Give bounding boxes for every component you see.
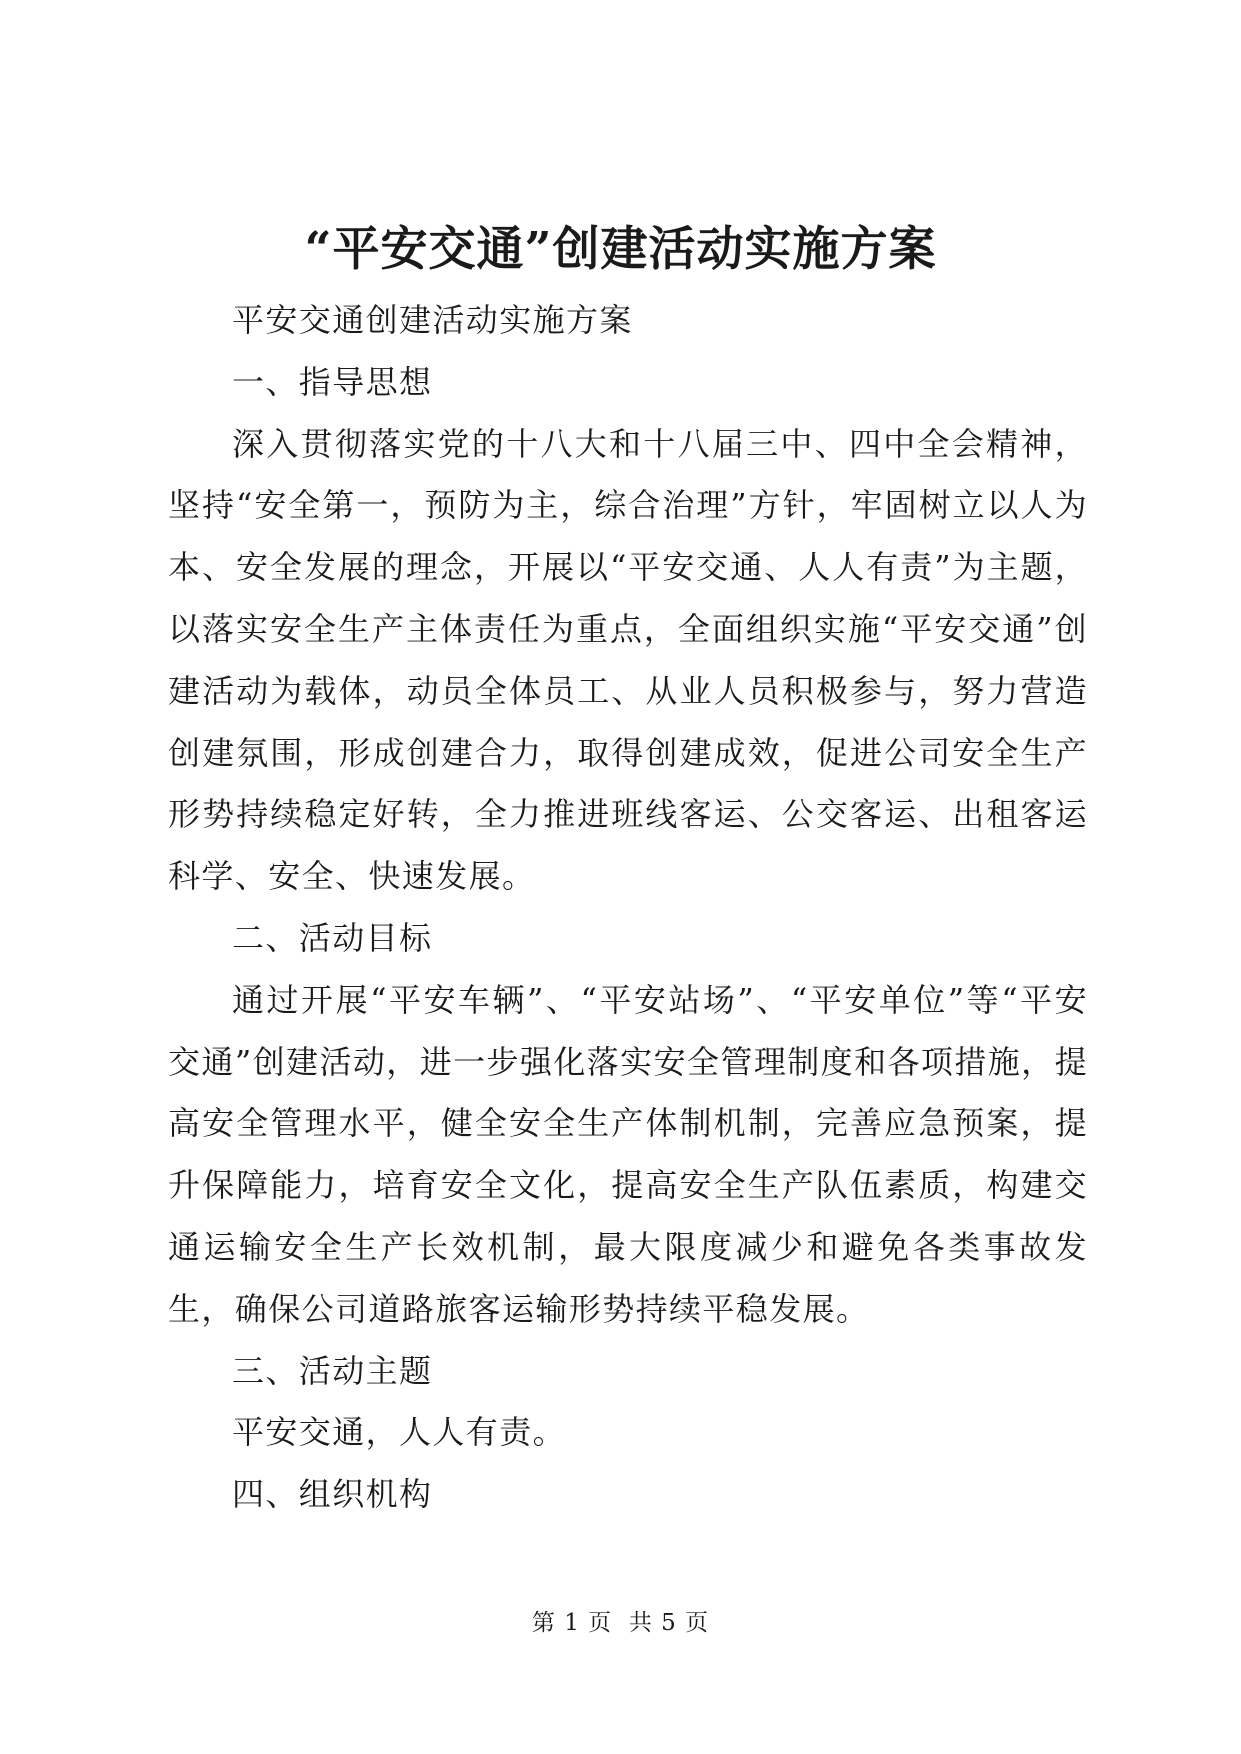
document-title: “平安交通”创建活动实施方案 <box>304 222 937 277</box>
body-paragraph: 通过开展“平安车辆”、“平安站场”、“平安单位”等“平安交通”创建活动，进一步强化落实安全管理制度和各项措施，提高安全管理水平，健全安全生产体制机制，完善应急预案，提升保障能力，培育安全文化，提高安全生产队伍素质，构建交通运输安全生产长效机制，最大限度减少和避免各类事故发生，确保公司道路旅客运输形势持续平稳发展。 <box>168 980 1088 1328</box>
section-heading-organization: 四、组织机构 <box>232 1475 433 1514</box>
body-paragraph: 深入贯彻落实党的十八大和十八届三中、四中全会精神，坚持“安全第一，预防为主，综合治理”方针，牢固树立以人为本、安全发展的理念，开展以“平安交通、人人有责”为主题，以落实安全生产主体责任为重点，全面组织实施“平安交通”创建活动为载体，动员全体员工、从业人员积极参与，努力营造创建氛围，形成创建合力，取得创建成效，促进公司安全生产形势持续稳定好转，全力推进班线客运、公交客运、出租客运科学、安全、快速发展。 <box>168 424 1088 896</box>
section-heading-activity-goals: 二、活动目标 <box>232 918 433 957</box>
page-footer <box>0 1608 1241 1638</box>
page-total: 共 5 页 <box>628 1610 710 1636</box>
subtitle-paragraph: 平安交通创建活动实施方案 <box>232 301 633 339</box>
section-heading-guiding-ideology: 一、指导思想 <box>232 362 433 401</box>
section-heading-activity-theme: 三、活动主题 <box>232 1351 433 1390</box>
document-body <box>168 290 1088 1526</box>
body-paragraph: 平安交通，人人有责。 <box>232 1413 567 1452</box>
page-number: 第 1 页 <box>531 1610 613 1636</box>
